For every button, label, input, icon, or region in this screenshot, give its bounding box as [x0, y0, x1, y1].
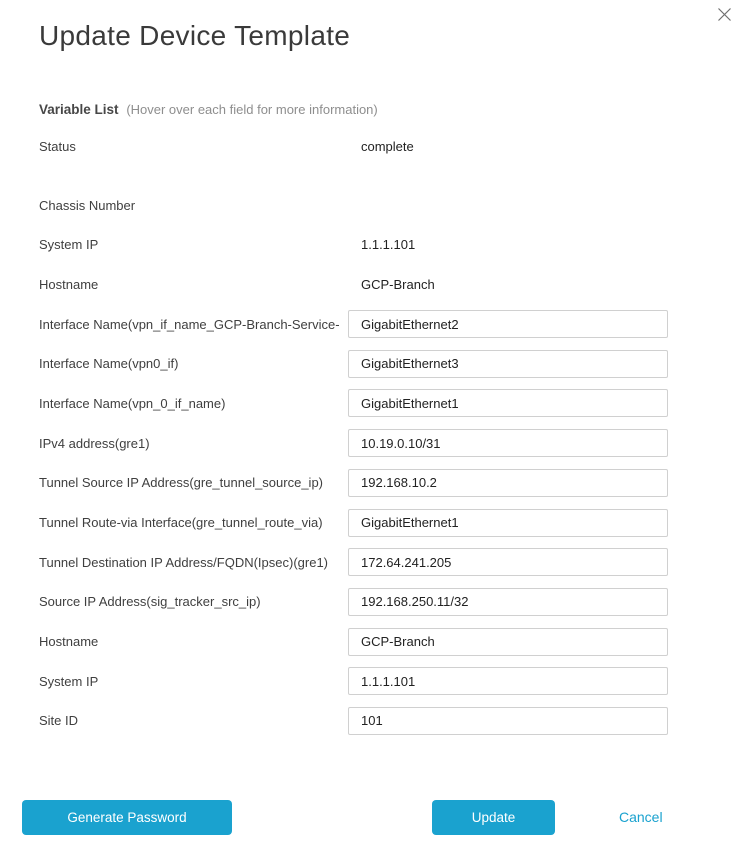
tunnel-route-via-input[interactable] — [348, 509, 668, 537]
hostname-input[interactable] — [348, 628, 668, 656]
field-row-status — [39, 127, 668, 167]
variable-list-title: Variable List — [39, 102, 119, 117]
field-label: System IP — [39, 673, 99, 689]
field-row-tunnel-destination-ip — [39, 542, 668, 582]
field-label: Hostname — [39, 276, 99, 292]
close-icon[interactable] — [716, 6, 732, 22]
field-row-hostname — [39, 265, 668, 305]
field-label: Chassis Number — [39, 197, 136, 213]
source-ip-input[interactable] — [348, 588, 668, 616]
field-label: Tunnel Route-via Interface(gre_tunnel_route_via) — [39, 515, 323, 531]
interface-name-vpn-if-name-input[interactable] — [348, 310, 668, 338]
tunnel-destination-ip-input[interactable] — [348, 548, 668, 576]
field-row-tunnel-route-via — [39, 503, 668, 543]
field-label: Interface Name(vpn_0_if_name) — [39, 395, 226, 411]
field-label: Interface Name(vpn_if_name_GCP-Branch-Service- — [39, 316, 340, 332]
field-label: Source IP Address(sig_tracker_src_ip) — [39, 594, 261, 610]
page-title: Update Device Template — [39, 20, 351, 51]
system-ip-value: 1.1.1.101 — [361, 237, 416, 253]
field-row-tunnel-source-ip — [39, 463, 668, 503]
tunnel-source-ip-input[interactable] — [348, 469, 668, 497]
field-row-ipv4-address-gre1 — [39, 423, 668, 463]
field-label: Hostname — [39, 634, 99, 650]
variable-list-heading — [39, 102, 378, 117]
field-row-chassis-number — [39, 185, 668, 225]
system-ip-input[interactable] — [348, 667, 668, 695]
variable-list-hint: (Hover over each field for more information) — [126, 102, 378, 117]
field-row-system-ip-2 — [39, 661, 668, 701]
field-row-interface-name-vpn0-if — [39, 344, 668, 384]
field-label: Site ID — [39, 713, 79, 729]
field-label: System IP — [39, 237, 99, 253]
variable-list — [39, 127, 668, 741]
field-row-interface-name-vpn-if-name — [39, 304, 668, 344]
field-label: Tunnel Destination IP Address/FQDN(Ipsec)(gre1) — [39, 554, 329, 570]
status-value: complete — [361, 139, 414, 155]
field-row-site-id — [39, 701, 668, 741]
field-label: IPv4 address(gre1) — [39, 435, 150, 451]
interface-name-vpn0-if-input[interactable] — [348, 350, 668, 378]
field-label: Interface Name(vpn0_if) — [39, 356, 179, 372]
field-label: Status — [39, 139, 76, 155]
field-row-interface-name-vpn-0-if-name — [39, 384, 668, 424]
ipv4-address-gre1-input[interactable] — [348, 429, 668, 457]
interface-name-vpn-0-if-name-input[interactable] — [348, 389, 668, 417]
close-icon-glyph — [717, 7, 732, 22]
field-row-hostname-2 — [39, 622, 668, 662]
hostname-value: GCP-Branch — [361, 276, 435, 292]
field-row-source-ip — [39, 582, 668, 622]
generate-password-button[interactable]: Generate Password — [22, 800, 232, 835]
site-id-input[interactable] — [348, 707, 668, 735]
cancel-button[interactable]: Cancel — [613, 808, 669, 826]
update-button[interactable]: Update — [432, 800, 555, 835]
field-label: Tunnel Source IP Address(gre_tunnel_source_ip) — [39, 475, 324, 491]
field-row-system-ip — [39, 225, 668, 265]
